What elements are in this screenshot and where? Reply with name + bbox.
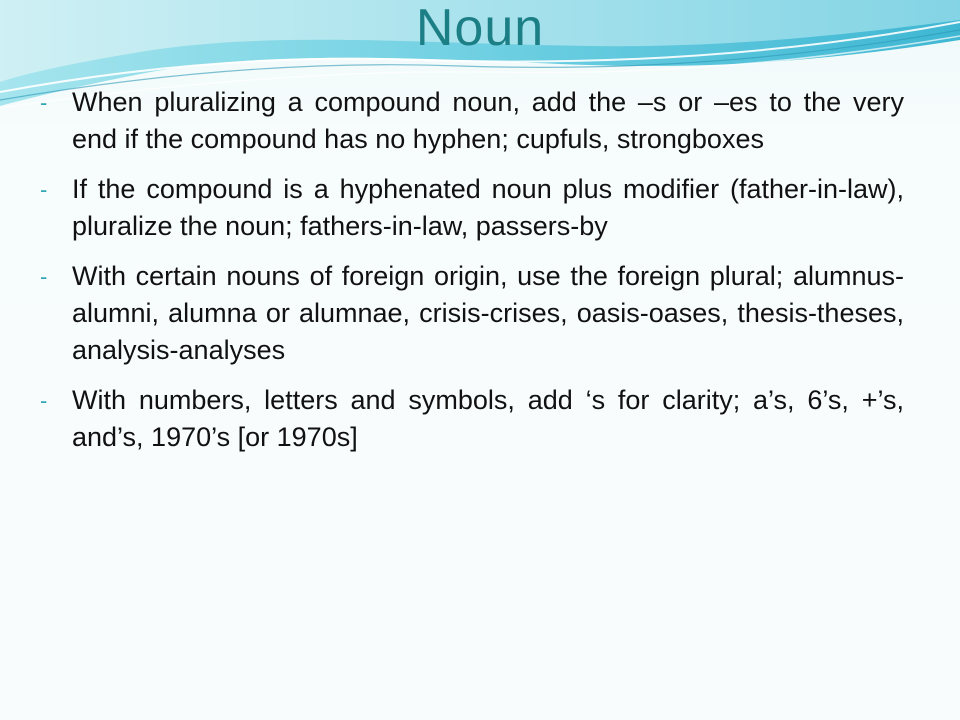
bullet-dash: -	[40, 388, 48, 413]
bullet-dash: -	[40, 264, 48, 289]
bullet-text: With numbers, letters and symbols, add ‘s for clarity; a’s, 6’s, +’s, and’s, 1970’s [or 1970s]	[72, 385, 904, 452]
slide-title: Noun	[415, 0, 545, 57]
bullet-text: With certain nouns of foreign origin, use the foreign plural; alumnus-alumni, alumna or alumnae, crisis-crises, oasis-oases, thesis-theses, analysis-analyses	[72, 261, 904, 365]
bullet-dash: -	[40, 90, 48, 115]
bullet-list	[40, 84, 904, 469]
list-item	[40, 84, 904, 158]
bullet-text: If the compound is a hyphenated noun plus modifier (father-in-law), pluralize the noun; fathers-in-law, passers-by	[72, 174, 904, 241]
list-item	[40, 258, 904, 369]
bullet-dash: -	[40, 177, 48, 202]
list-item	[40, 382, 904, 456]
list-item	[40, 171, 904, 245]
bullet-text: When pluralizing a compound noun, add the –s or –es to the very end if the compound has no hyphen; cupfuls, strongboxes	[72, 87, 904, 154]
